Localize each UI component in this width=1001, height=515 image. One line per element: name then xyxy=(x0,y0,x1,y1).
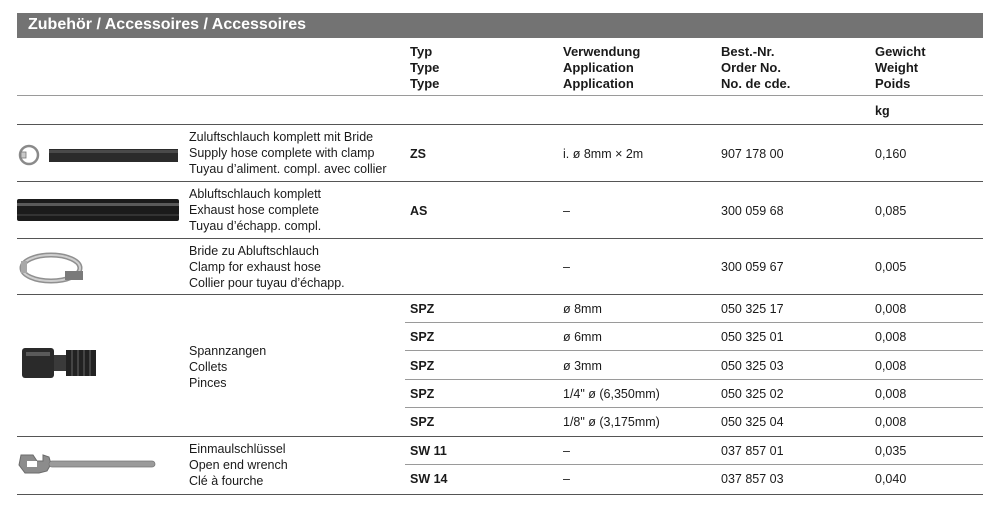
type-cell: SPZ xyxy=(410,359,435,373)
description-de: Einmaulschlüssel xyxy=(189,442,286,456)
weight-cell: 0,160 xyxy=(875,147,907,161)
page-title: Zubehör / Accessoires / Accessoires xyxy=(28,16,307,33)
application-cell: 1/4" ø (6,350mm) xyxy=(563,387,660,401)
order-cell: 050 325 17 xyxy=(721,302,784,316)
divider xyxy=(17,436,983,437)
type-cell: ZS xyxy=(410,147,426,161)
divider xyxy=(17,494,983,495)
divider xyxy=(17,181,983,182)
description-de: Spannzangen xyxy=(189,344,267,358)
collet-icon xyxy=(20,344,100,382)
application-cell: 1/8" ø (3,175mm) xyxy=(563,415,660,429)
description-fr: Pinces xyxy=(189,376,227,390)
order-cell: 050 325 03 xyxy=(721,359,784,373)
description-de: Zuluftschlauch komplett mit Bride xyxy=(189,130,374,144)
order-cell: 050 325 04 xyxy=(721,415,784,429)
description-en: Supply hose complete with clamp xyxy=(189,146,375,160)
type-cell: SPZ xyxy=(410,387,435,401)
type-cell: AS xyxy=(410,204,428,218)
type-cell: SPZ xyxy=(410,415,435,429)
header-typ-fr: Type xyxy=(410,76,440,91)
supply-hose-with-clamp-icon xyxy=(18,140,178,170)
header-gewicht xyxy=(875,44,926,92)
application-cell: – xyxy=(563,260,570,274)
description-en: Clamp for exhaust hose xyxy=(189,260,322,274)
header-gewicht-de: Gewicht xyxy=(875,44,926,59)
description-de: Abluftschlauch komplett xyxy=(189,187,322,201)
description-fr: Collier pour tuyau d’échapp. xyxy=(189,276,345,290)
order-cell: 037 857 01 xyxy=(721,444,784,458)
open-end-wrench-icon xyxy=(17,451,159,477)
type-cell: SW 11 xyxy=(410,444,447,458)
row-description xyxy=(189,441,288,489)
hose-clamp-icon xyxy=(17,247,89,287)
header-typ-en: Type xyxy=(410,60,440,75)
weight-cell: 0,005 xyxy=(875,260,907,274)
divider xyxy=(405,464,983,465)
weight-cell: 0,008 xyxy=(875,330,907,344)
order-cell: 037 857 03 xyxy=(721,472,784,486)
type-cell: SPZ xyxy=(410,330,435,344)
description-fr: Tuyau d’aliment. compl. avec collier xyxy=(189,162,387,176)
description-en: Open end wrench xyxy=(189,458,288,472)
divider xyxy=(405,379,983,380)
order-cell: 300 059 68 xyxy=(721,204,784,218)
order-cell: 050 325 01 xyxy=(721,330,784,344)
description-de: Bride zu Abluftschlauch xyxy=(189,244,319,258)
header-typ-de: Typ xyxy=(410,44,433,59)
divider xyxy=(17,124,983,125)
application-cell: ø 6mm xyxy=(563,330,602,344)
header-gewicht-fr: Poids xyxy=(875,76,911,91)
header-best-de: Best.-Nr. xyxy=(721,44,775,59)
weight-cell: 0,008 xyxy=(875,387,907,401)
description-en: Exhaust hose complete xyxy=(189,203,319,217)
weight-cell: 0,008 xyxy=(875,359,907,373)
header-best-en: Order No. xyxy=(721,60,781,75)
weight-cell: 0,040 xyxy=(875,472,907,486)
header-best xyxy=(721,44,790,92)
divider xyxy=(405,350,983,351)
row-description xyxy=(189,129,387,177)
row-description xyxy=(189,243,345,291)
header-gewicht-en: Weight xyxy=(875,60,919,75)
header-typ xyxy=(410,44,439,92)
weight-cell: 0,035 xyxy=(875,444,907,458)
divider xyxy=(17,294,983,295)
divider xyxy=(17,95,983,96)
application-cell: – xyxy=(563,472,570,486)
header-verwendung-fr: Application xyxy=(563,76,634,91)
header-verwendung-de: Verwendung xyxy=(563,44,641,59)
description-en: Collets xyxy=(189,360,228,374)
type-cell: SW 14 xyxy=(410,472,448,486)
application-cell: i. ø 8mm × 2m xyxy=(563,147,644,161)
exhaust-hose-icon xyxy=(17,196,179,224)
divider xyxy=(17,238,983,239)
order-cell: 050 325 02 xyxy=(721,387,784,401)
title-bar xyxy=(17,13,983,38)
weight-cell: 0,008 xyxy=(875,302,907,316)
weight-cell: 0,085 xyxy=(875,204,907,218)
order-cell: 907 178 00 xyxy=(721,147,784,161)
application-cell: – xyxy=(563,444,570,458)
description-fr: Clé à fourche xyxy=(189,474,264,488)
divider xyxy=(405,322,983,323)
application-cell: ø 8mm xyxy=(563,302,602,316)
header-verwendung xyxy=(563,44,640,92)
row-description xyxy=(189,343,266,391)
header-verwendung-en: Application xyxy=(563,60,634,75)
unit-label: kg xyxy=(875,104,890,118)
weight-cell: 0,008 xyxy=(875,415,907,429)
description-fr: Tuyau d’échapp. compl. xyxy=(189,219,322,233)
application-cell: ø 3mm xyxy=(563,359,602,373)
header-best-fr: No. de cde. xyxy=(721,76,791,91)
divider xyxy=(405,407,983,408)
application-cell: – xyxy=(563,204,570,218)
row-description xyxy=(189,186,321,234)
order-cell: 300 059 67 xyxy=(721,260,784,274)
type-cell: SPZ xyxy=(410,302,435,316)
